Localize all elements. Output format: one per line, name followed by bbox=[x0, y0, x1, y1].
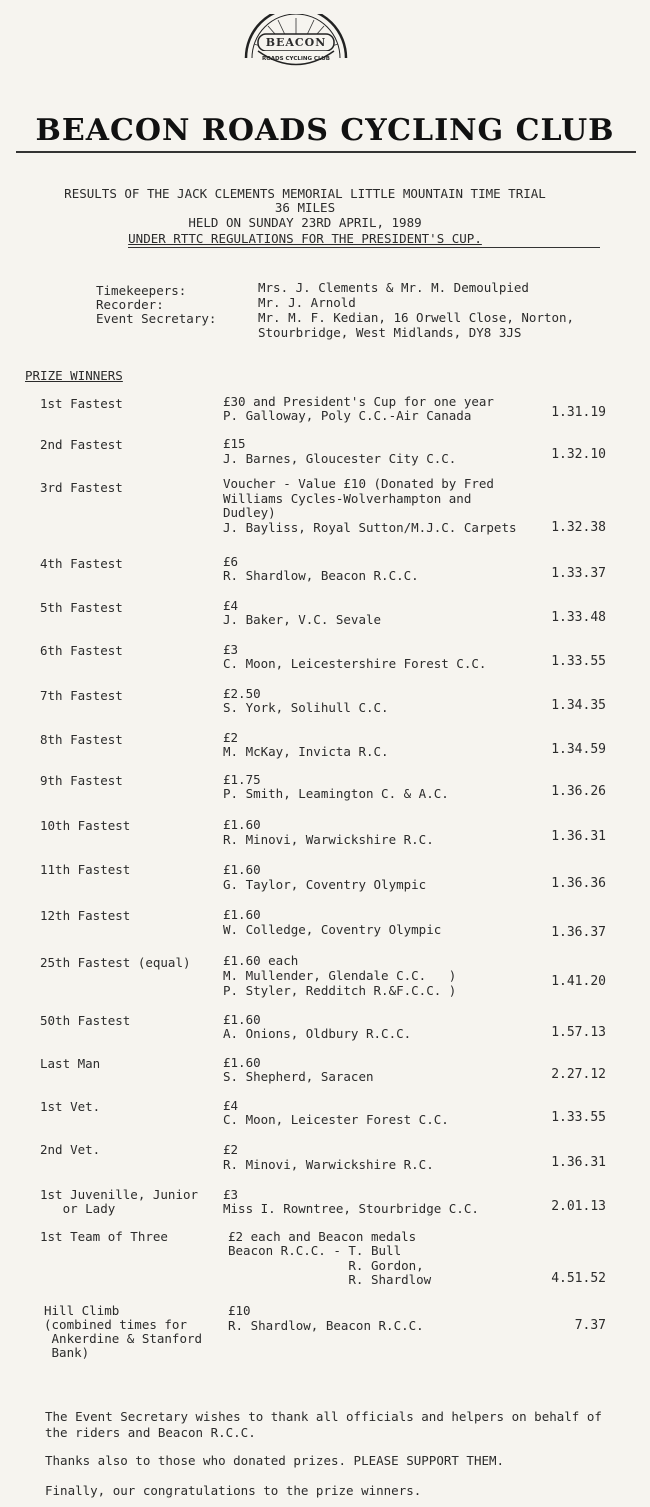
closing-thanks-donors: Thanks also to those who donated prizes. PLEASE SUPPORT THEM. bbox=[45, 1453, 505, 1468]
prize-place: 25th Fastest (equal) bbox=[40, 955, 191, 970]
prize-time: 1.36.26 bbox=[551, 784, 606, 799]
prize-detail: R. Shardlow, Beacon R.C.C. bbox=[223, 568, 419, 583]
results-heading-line3: HELD ON SUNDAY 23RD APRIL, 1989 bbox=[188, 215, 422, 230]
club-logo bbox=[238, 14, 354, 74]
heading-rule bbox=[128, 247, 600, 248]
prize-place: 12th Fastest bbox=[40, 908, 131, 923]
prize-time: 1.31.19 bbox=[551, 405, 606, 420]
prize-detail: £1.60 bbox=[223, 862, 261, 877]
prize-detail: S. York, Solihull C.C. bbox=[223, 700, 389, 715]
prize-time: 1.32.10 bbox=[551, 447, 606, 462]
prize-detail: £2 bbox=[223, 1142, 239, 1157]
prize-time: 1.33.55 bbox=[551, 654, 606, 669]
prize-place: 8th Fastest bbox=[40, 732, 123, 747]
prize-detail: £3 bbox=[223, 1187, 239, 1202]
prize-time: 1.33.48 bbox=[551, 610, 606, 625]
prize-detail: P. Smith, Leamington C. & A.C. bbox=[223, 786, 449, 801]
prize-place: 1st Fastest bbox=[40, 396, 123, 411]
prize-detail: Beacon R.C.C. - T. Bull bbox=[228, 1243, 402, 1258]
prize-place: Hill Climb bbox=[44, 1303, 120, 1318]
prize-winners-heading: PRIZE WINNERS bbox=[25, 368, 123, 383]
prize-detail: £3 bbox=[223, 642, 239, 657]
prize-time: 2.27.12 bbox=[551, 1067, 606, 1082]
prize-detail: S. Shepherd, Saracen bbox=[223, 1069, 374, 1084]
prize-detail: £30 and President's Cup for one year bbox=[223, 394, 494, 409]
prize-time: 1.57.13 bbox=[551, 1025, 606, 1040]
prize-time: 1.34.59 bbox=[551, 742, 606, 757]
prize-place: 3rd Fastest bbox=[40, 480, 123, 495]
prize-place: 2nd Fastest bbox=[40, 437, 123, 452]
event-secretary-value: Mr. M. F. Kedian, 16 Orwell Close, Norton, bbox=[258, 310, 575, 325]
prize-time: 7.37 bbox=[574, 1318, 606, 1333]
logo-text-bottom: ROADS CYCLING CLUB bbox=[262, 56, 330, 62]
prize-detail: £1.60 bbox=[223, 1012, 261, 1027]
results-heading-line4: UNDER RTTC REGULATIONS FOR THE PRESIDENT'S CUP. bbox=[128, 231, 482, 246]
prize-detail: C. Moon, Leicestershire Forest C.C. bbox=[223, 656, 487, 671]
results-heading-line2: 36 MILES bbox=[274, 200, 336, 215]
prize-time: 1.36.37 bbox=[551, 925, 606, 940]
prize-detail: Voucher - Value £10 (Donated by Fred bbox=[223, 476, 494, 491]
prize-detail: W. Colledge, Coventry Olympic bbox=[223, 922, 442, 937]
prize-place: or Lady bbox=[40, 1201, 116, 1216]
prize-detail: R. Minovi, Warwickshire R.C. bbox=[223, 1157, 434, 1172]
prize-place: 1st Vet. bbox=[40, 1099, 101, 1114]
event-secretary-label: Event Secretary: bbox=[96, 311, 217, 326]
prize-place: Bank) bbox=[44, 1345, 90, 1360]
prize-time: 1.34.35 bbox=[551, 698, 606, 713]
prize-detail: £15 bbox=[223, 436, 246, 451]
closing-thanks-officials: The Event Secretary wishes to thank all officials and helpers on behalf of the riders and Beacon R.C.C. bbox=[45, 1409, 602, 1440]
prize-time: 1.36.36 bbox=[551, 876, 606, 891]
prize-place: 7th Fastest bbox=[40, 688, 123, 703]
prize-detail: £4 bbox=[223, 1098, 239, 1113]
prize-detail: £2 bbox=[223, 730, 239, 745]
prize-place: 1st Juvenille, Junior bbox=[40, 1187, 199, 1202]
results-heading-line1: RESULTS OF THE JACK CLEMENTS MEMORIAL LITTLE MOUNTAIN TIME TRIAL bbox=[64, 186, 546, 201]
prize-detail: £2 each and Beacon medals bbox=[228, 1229, 417, 1244]
prize-place: 9th Fastest bbox=[40, 773, 123, 788]
recorder-label: Recorder: bbox=[96, 297, 164, 312]
prize-detail: P. Galloway, Poly C.C.-Air Canada bbox=[223, 408, 472, 423]
prize-detail: M. McKay, Invicta R.C. bbox=[223, 744, 389, 759]
prize-time: 1.32.38 bbox=[551, 520, 606, 535]
prize-place: 4th Fastest bbox=[40, 556, 123, 571]
prize-detail: A. Onions, Oldbury R.C.C. bbox=[223, 1026, 412, 1041]
prize-time: 1.41.20 bbox=[551, 974, 606, 989]
prize-detail: R. Shardlow bbox=[228, 1272, 432, 1287]
club-title: BEACON ROADS CYCLING CLUB bbox=[35, 113, 615, 148]
prize-detail: £2.50 bbox=[223, 686, 261, 701]
recorder-value: Mr. J. Arnold bbox=[258, 295, 356, 310]
prize-detail: £1.60 bbox=[223, 907, 261, 922]
prize-time: 1.33.55 bbox=[551, 1110, 606, 1125]
title-rule bbox=[16, 151, 636, 153]
prize-place: Last Man bbox=[40, 1056, 101, 1071]
prize-time: 1.36.31 bbox=[551, 1155, 606, 1170]
prize-detail: P. Styler, Redditch R.&F.C.C. ) bbox=[223, 983, 457, 998]
prize-time: 1.36.31 bbox=[551, 829, 606, 844]
event-secretary-address: Stourbridge, West Midlands, DY8 3JS bbox=[258, 325, 522, 340]
prize-time: 1.33.37 bbox=[551, 566, 606, 581]
prize-detail: J. Bayliss, Royal Sutton/M.J.C. Carpets bbox=[223, 520, 517, 535]
prize-detail: R. Shardlow, Beacon R.C.C. bbox=[228, 1318, 424, 1333]
prize-time: 2.01.13 bbox=[551, 1199, 606, 1214]
prize-detail: £1.60 bbox=[223, 817, 261, 832]
prize-place: 10th Fastest bbox=[40, 818, 131, 833]
prize-detail: M. Mullender, Glendale C.C. ) bbox=[223, 968, 457, 983]
prize-detail: £1.60 each bbox=[223, 953, 299, 968]
prize-place: 2nd Vet. bbox=[40, 1142, 101, 1157]
prize-place: (combined times for bbox=[44, 1317, 187, 1332]
closing-congratulations: Finally, our congratulations to the prize winners. bbox=[45, 1483, 422, 1498]
prize-place: 5th Fastest bbox=[40, 600, 123, 615]
prize-detail: R. Minovi, Warwickshire R.C. bbox=[223, 832, 434, 847]
prize-detail: £4 bbox=[223, 598, 239, 613]
prize-detail: J. Barnes, Gloucester City C.C. bbox=[223, 451, 457, 466]
prize-detail: C. Moon, Leicester Forest C.C. bbox=[223, 1112, 449, 1127]
prize-detail: £1.75 bbox=[223, 772, 261, 787]
prize-detail: Miss I. Rowntree, Stourbridge C.C. bbox=[223, 1201, 479, 1216]
prize-detail: Williams Cycles-Wolverhampton and bbox=[223, 491, 472, 506]
prize-detail: J. Baker, V.C. Sevale bbox=[223, 612, 382, 627]
prize-detail: G. Taylor, Coventry Olympic bbox=[223, 877, 427, 892]
prize-detail: £6 bbox=[223, 554, 239, 569]
prize-place: 50th Fastest bbox=[40, 1013, 131, 1028]
timekeepers-label: Timekeepers: bbox=[96, 283, 187, 298]
prize-detail: £1.60 bbox=[223, 1055, 261, 1070]
prize-detail: Dudley) bbox=[223, 505, 276, 520]
prize-place: 1st Team of Three bbox=[40, 1229, 168, 1244]
prize-place: 11th Fastest bbox=[40, 862, 131, 877]
prize-place: Ankerdine & Stanford bbox=[44, 1331, 203, 1346]
timekeepers-value: Mrs. J. Clements & Mr. M. Demoulpied bbox=[258, 280, 529, 295]
logo-text-top: BEACON bbox=[265, 36, 327, 49]
prize-place: 6th Fastest bbox=[40, 643, 123, 658]
prize-detail: £10 bbox=[228, 1303, 251, 1318]
prize-detail: R. Gordon, bbox=[228, 1258, 424, 1273]
prize-time: 4.51.52 bbox=[551, 1271, 606, 1286]
